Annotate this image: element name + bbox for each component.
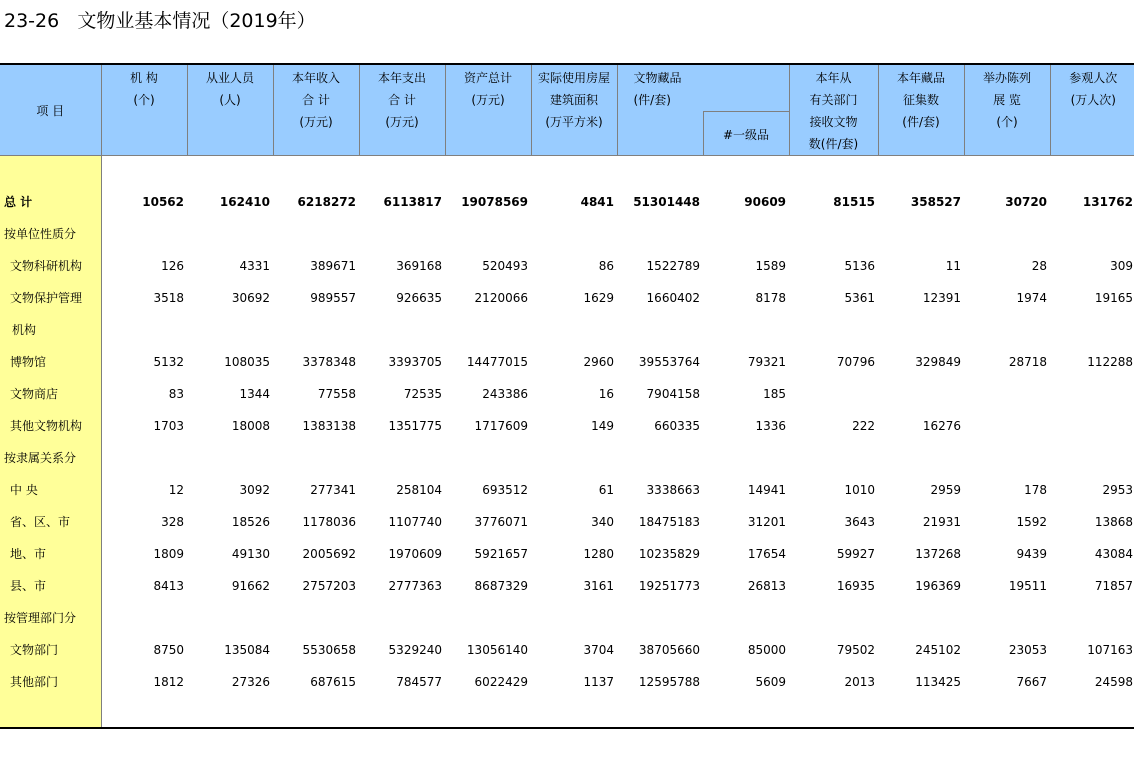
table-cell: 5136 bbox=[844, 258, 876, 273]
table-cell: 9439 bbox=[1016, 546, 1048, 561]
table-cell: 8687329 bbox=[474, 578, 528, 593]
table-cell: 86 bbox=[598, 258, 614, 273]
table-cell: 28718 bbox=[1008, 354, 1048, 369]
row-label: 文物商店 bbox=[0, 378, 101, 410]
table-cell bbox=[617, 442, 703, 474]
table-cell: 660335 bbox=[654, 418, 700, 433]
table-cell: 178 bbox=[1024, 482, 1048, 497]
table-cell bbox=[789, 218, 878, 250]
header-institutions: 机 构 (个) bbox=[101, 64, 187, 155]
table-cell: 7667 bbox=[1016, 674, 1048, 689]
table-cell: 12 bbox=[168, 482, 184, 497]
table-cell: 21931 bbox=[922, 514, 962, 529]
table-cell: 1178036 bbox=[302, 514, 356, 529]
header-revenue: 本年收入 合 计 (万元) bbox=[273, 64, 359, 155]
table-cell: 10235829 bbox=[638, 546, 700, 561]
table-cell: 693512 bbox=[482, 482, 528, 497]
table-cell: 2953 bbox=[1102, 482, 1134, 497]
table-cell: 1660402 bbox=[646, 290, 700, 305]
table-cell: 107163 bbox=[1087, 642, 1134, 657]
row-label: 文物科研机构 bbox=[0, 250, 101, 282]
table-cell: 28 bbox=[1031, 258, 1048, 273]
table-cell bbox=[445, 314, 531, 346]
table-cell: 1703 bbox=[153, 418, 184, 433]
table-cell bbox=[617, 602, 703, 634]
table-row bbox=[0, 218, 1134, 250]
header-item: 项 目 bbox=[0, 64, 101, 155]
table-cell bbox=[187, 314, 273, 346]
table-cell bbox=[1050, 442, 1134, 474]
table-cell: 1336 bbox=[755, 418, 787, 433]
statistics-table bbox=[0, 63, 1134, 729]
table-cell: 1809 bbox=[153, 546, 184, 561]
table-cell: 38705660 bbox=[638, 642, 700, 657]
table-cell: 71857 bbox=[1094, 578, 1134, 593]
table-cell: 1717609 bbox=[474, 418, 528, 433]
table-cell: 26813 bbox=[747, 578, 787, 593]
table-row bbox=[0, 506, 1134, 538]
header-visitors: 参观人次 (万人次) bbox=[1050, 64, 1134, 155]
row-label: 文物保护管理 bbox=[0, 282, 101, 314]
table-cell bbox=[789, 314, 878, 346]
row-label: 县、市 bbox=[0, 570, 101, 602]
table-cell: 6113817 bbox=[383, 194, 442, 209]
table-cell bbox=[878, 314, 964, 346]
table-cell: 2005692 bbox=[302, 546, 356, 561]
table-cell: 358527 bbox=[910, 194, 962, 209]
table-row bbox=[0, 602, 1134, 634]
header-grade-one: #一级品 bbox=[703, 112, 789, 155]
table-cell: 1974 bbox=[1016, 290, 1048, 305]
table-cell: 13056140 bbox=[466, 642, 528, 657]
table-cell: 30720 bbox=[1005, 194, 1048, 209]
table-cell: 258104 bbox=[396, 482, 442, 497]
table-cell: 24598 bbox=[1094, 674, 1134, 689]
table-cell bbox=[445, 218, 531, 250]
table-cell: 149 bbox=[591, 418, 614, 433]
table-cell: 16276 bbox=[922, 418, 962, 433]
table-cell bbox=[703, 442, 789, 474]
table-cell bbox=[101, 602, 187, 634]
table-cell: 131762 bbox=[1082, 194, 1134, 209]
table-row bbox=[0, 442, 1134, 474]
table-cell bbox=[1050, 314, 1134, 346]
table-cell: 5132 bbox=[153, 354, 184, 369]
table-cell: 19251773 bbox=[638, 578, 700, 593]
table-cell bbox=[617, 314, 703, 346]
table-cell bbox=[878, 378, 964, 410]
table-cell: 8178 bbox=[755, 290, 787, 305]
table-cell: 27326 bbox=[231, 674, 270, 689]
table-cell: 30692 bbox=[231, 290, 270, 305]
table-cell: 245102 bbox=[915, 642, 962, 657]
spacer-label bbox=[0, 156, 101, 186]
table-cell: 243386 bbox=[482, 386, 528, 401]
table-cell bbox=[273, 602, 359, 634]
table-cell bbox=[445, 602, 531, 634]
row-label: 按单位性质分 bbox=[0, 218, 101, 250]
table-cell: 5609 bbox=[755, 674, 787, 689]
table-cell: 90609 bbox=[744, 194, 787, 209]
table-cell: 126 bbox=[161, 258, 184, 273]
table-cell bbox=[964, 410, 1050, 442]
table-cell: 51301448 bbox=[633, 194, 700, 209]
table-cell bbox=[878, 218, 964, 250]
table-cell bbox=[789, 602, 878, 634]
table-cell: 340 bbox=[591, 514, 614, 529]
table-cell: 135084 bbox=[224, 642, 270, 657]
table-row bbox=[0, 378, 1134, 410]
table-cell: 77558 bbox=[317, 386, 356, 401]
table-cell bbox=[531, 602, 617, 634]
table-cell bbox=[703, 602, 789, 634]
table-cell: 3393705 bbox=[388, 354, 442, 369]
table-row bbox=[0, 634, 1134, 666]
table-cell: 328 bbox=[161, 514, 184, 529]
row-label: 文物部门 bbox=[0, 634, 101, 666]
table-cell bbox=[878, 602, 964, 634]
table-cell bbox=[359, 442, 445, 474]
table-row bbox=[0, 186, 1134, 218]
table-cell: 72535 bbox=[403, 386, 442, 401]
table-cell bbox=[187, 442, 273, 474]
table-cell bbox=[789, 378, 878, 410]
table-cell: 5921657 bbox=[474, 546, 528, 561]
table-cell: 1137 bbox=[583, 674, 614, 689]
row-label: 按管理部门分 bbox=[0, 602, 101, 634]
header-received: 本年从 有关部门 接收文物 数(件/套) bbox=[789, 64, 878, 155]
table-cell: 784577 bbox=[396, 674, 442, 689]
table-cell: 1970609 bbox=[388, 546, 442, 561]
table-row bbox=[0, 314, 1134, 346]
table-cell: 1280 bbox=[583, 546, 614, 561]
page-title: 23-26 文物业基本情况（2019年） bbox=[4, 10, 316, 32]
table-cell bbox=[445, 442, 531, 474]
table-cell bbox=[531, 218, 617, 250]
table-cell: 277341 bbox=[310, 482, 356, 497]
table-row bbox=[0, 282, 1134, 314]
row-label: 其他文物机构 bbox=[0, 410, 101, 442]
table-cell: 3338663 bbox=[646, 482, 700, 497]
row-label: 地、市 bbox=[0, 538, 101, 570]
table-cell bbox=[617, 218, 703, 250]
table-cell: 2013 bbox=[844, 674, 876, 689]
table-cell: 83 bbox=[168, 386, 184, 401]
table-cell: 8413 bbox=[153, 578, 184, 593]
table-cell: 17654 bbox=[747, 546, 787, 561]
table-cell: 3092 bbox=[239, 482, 270, 497]
header-collections: 文物藏品 (件/套) bbox=[617, 64, 789, 112]
table-cell: 1383138 bbox=[302, 418, 356, 433]
table-cell: 59927 bbox=[836, 546, 876, 561]
header-floor-area: 实际使用房屋 建筑面积 (万平方米) bbox=[531, 64, 617, 155]
row-label: 其他部门 bbox=[0, 666, 101, 698]
table-cell: 81515 bbox=[833, 194, 876, 209]
row-label: 总 计 bbox=[0, 186, 101, 218]
table-cell: 61 bbox=[598, 482, 614, 497]
table-cell bbox=[964, 442, 1050, 474]
table-row bbox=[0, 410, 1134, 442]
table-cell bbox=[878, 442, 964, 474]
table-cell bbox=[359, 602, 445, 634]
table-cell: 185 bbox=[763, 386, 787, 401]
table-cell: 1344 bbox=[239, 386, 270, 401]
table-row bbox=[0, 474, 1134, 506]
table-cell: 113425 bbox=[915, 674, 962, 689]
table-cell: 14477015 bbox=[466, 354, 528, 369]
table-cell: 3643 bbox=[844, 514, 876, 529]
table-cell: 19165 bbox=[1094, 290, 1134, 305]
table-cell: 5530658 bbox=[302, 642, 356, 657]
table-cell bbox=[1050, 218, 1134, 250]
table-cell: 14941 bbox=[747, 482, 787, 497]
row-label: 博物馆 bbox=[0, 346, 101, 378]
table-cell: 520493 bbox=[482, 258, 528, 273]
table-cell bbox=[187, 218, 273, 250]
table-cell bbox=[273, 314, 359, 346]
table-cell: 49130 bbox=[231, 546, 270, 561]
table-cell: 4331 bbox=[239, 258, 270, 273]
header-employees: 从业人员 (人) bbox=[187, 64, 273, 155]
table-cell: 79321 bbox=[747, 354, 787, 369]
table-cell: 1522789 bbox=[646, 258, 700, 273]
table-cell bbox=[964, 218, 1050, 250]
table-row bbox=[0, 570, 1134, 602]
table-cell bbox=[101, 314, 187, 346]
table-cell: 989557 bbox=[310, 290, 356, 305]
table-cell bbox=[703, 218, 789, 250]
table-cell: 12595788 bbox=[638, 674, 700, 689]
table-cell: 18526 bbox=[231, 514, 270, 529]
table-cell bbox=[531, 442, 617, 474]
table-cell: 3161 bbox=[583, 578, 614, 593]
table-cell: 3776071 bbox=[474, 514, 528, 529]
table-cell: 222 bbox=[852, 418, 876, 433]
table-cell: 10562 bbox=[142, 194, 184, 209]
header-exhibitions: 举办陈列 展 览 (个) bbox=[964, 64, 1050, 155]
table-cell: 16 bbox=[598, 386, 614, 401]
table-cell: 11 bbox=[945, 258, 962, 273]
table-cell: 6218272 bbox=[297, 194, 356, 209]
table-cell: 309 bbox=[1110, 258, 1134, 273]
table-cell: 2120066 bbox=[474, 290, 528, 305]
table-cell bbox=[964, 314, 1050, 346]
table-row bbox=[0, 250, 1134, 282]
table-cell: 137268 bbox=[915, 546, 962, 561]
table-cell: 1589 bbox=[755, 258, 787, 273]
table-cell: 18008 bbox=[231, 418, 270, 433]
table-cell: 389671 bbox=[310, 258, 356, 273]
table-cell bbox=[187, 602, 273, 634]
table-cell: 19511 bbox=[1008, 578, 1048, 593]
table-cell: 108035 bbox=[224, 354, 270, 369]
table-cell: 1107740 bbox=[388, 514, 442, 529]
table-cell: 43084 bbox=[1094, 546, 1134, 561]
table-row bbox=[0, 538, 1134, 570]
table-cell: 1592 bbox=[1016, 514, 1048, 529]
table-cell: 329849 bbox=[915, 354, 962, 369]
table-cell: 1010 bbox=[844, 482, 876, 497]
table-cell bbox=[273, 218, 359, 250]
table-cell bbox=[1050, 602, 1134, 634]
table-cell: 112288 bbox=[1087, 354, 1134, 369]
spacer-label bbox=[0, 698, 101, 728]
table-cell: 23053 bbox=[1008, 642, 1048, 657]
row-label: 省、区、市 bbox=[0, 506, 101, 538]
table-cell: 31201 bbox=[747, 514, 787, 529]
table-cell bbox=[703, 314, 789, 346]
table-cell: 2959 bbox=[930, 482, 962, 497]
row-label: 中 央 bbox=[0, 474, 101, 506]
header-acquired: 本年藏品 征集数 (件/套) bbox=[878, 64, 964, 155]
table-cell bbox=[1050, 410, 1134, 442]
table-cell: 162410 bbox=[219, 194, 270, 209]
table-cell: 196369 bbox=[915, 578, 962, 593]
table-cell: 79502 bbox=[836, 642, 876, 657]
table-cell: 6022429 bbox=[474, 674, 528, 689]
table-cell: 70796 bbox=[836, 354, 876, 369]
table-cell: 1812 bbox=[153, 674, 184, 689]
table-cell: 2777363 bbox=[388, 578, 442, 593]
table-cell: 926635 bbox=[396, 290, 442, 305]
table-cell: 4841 bbox=[580, 194, 614, 209]
table-cell: 5329240 bbox=[388, 642, 442, 657]
table-cell bbox=[101, 442, 187, 474]
table-cell bbox=[789, 442, 878, 474]
table-cell: 2757203 bbox=[302, 578, 356, 593]
header-collections-filler bbox=[617, 112, 703, 155]
table-cell: 687615 bbox=[310, 674, 356, 689]
table-cell: 91662 bbox=[231, 578, 270, 593]
table-cell bbox=[964, 602, 1050, 634]
table-cell: 3704 bbox=[583, 642, 614, 657]
table-cell bbox=[531, 314, 617, 346]
table-cell: 19078569 bbox=[461, 194, 528, 209]
table-cell: 1629 bbox=[583, 290, 614, 305]
table-cell: 369168 bbox=[396, 258, 442, 273]
header-assets: 资产总计 (万元) bbox=[445, 64, 531, 155]
table-cell bbox=[1050, 378, 1134, 410]
table-cell bbox=[964, 378, 1050, 410]
table-cell bbox=[359, 314, 445, 346]
table-cell: 85000 bbox=[747, 642, 787, 657]
table-cell: 8750 bbox=[153, 642, 184, 657]
table-cell: 5361 bbox=[844, 290, 876, 305]
header-expenditure: 本年支出 合 计 (万元) bbox=[359, 64, 445, 155]
row-label: 机构 bbox=[0, 314, 101, 346]
table-cell: 18475183 bbox=[638, 514, 700, 529]
table-cell: 39553764 bbox=[638, 354, 700, 369]
table-cell bbox=[273, 442, 359, 474]
table-cell bbox=[359, 218, 445, 250]
table-row bbox=[0, 346, 1134, 378]
table-row bbox=[0, 666, 1134, 698]
table-cell: 3518 bbox=[153, 290, 184, 305]
table-cell: 13868 bbox=[1094, 514, 1134, 529]
table-cell: 16935 bbox=[836, 578, 876, 593]
table-cell: 1351775 bbox=[388, 418, 442, 433]
table-cell: 7904158 bbox=[646, 386, 700, 401]
table-cell bbox=[101, 218, 187, 250]
table-cell: 3378348 bbox=[302, 354, 356, 369]
table-cell: 12391 bbox=[922, 290, 962, 305]
row-label: 按隶属关系分 bbox=[0, 442, 101, 474]
table-cell: 2960 bbox=[583, 354, 614, 369]
